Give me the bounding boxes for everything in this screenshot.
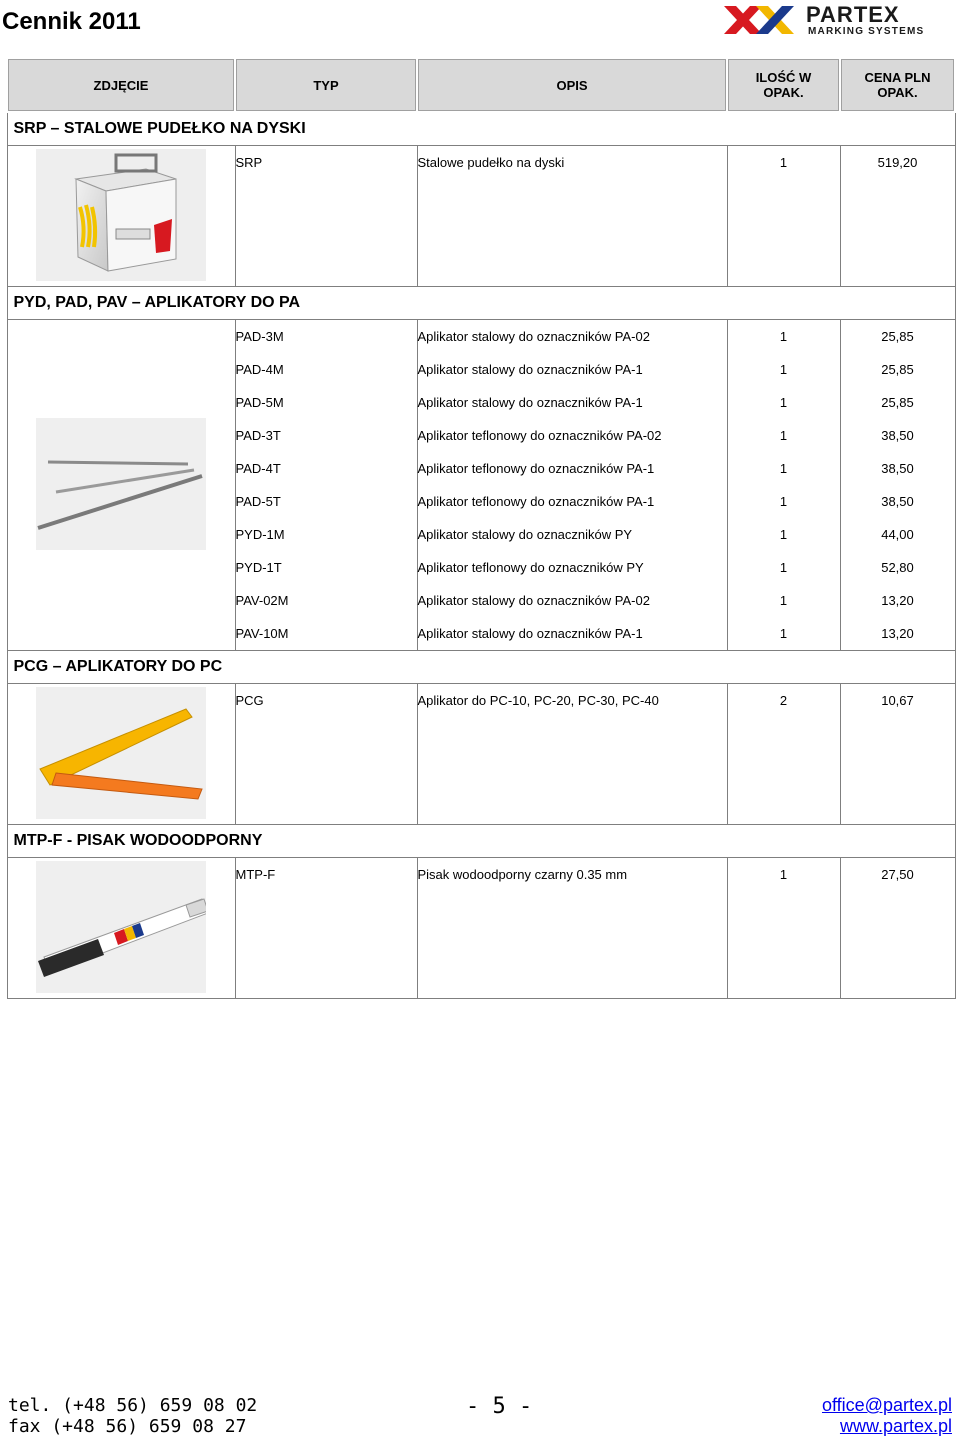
product-qty: 1 — [779, 461, 788, 476]
section-title-row — [7, 825, 955, 858]
product-price: 52,80 — [881, 560, 914, 575]
product-type: MTP-F — [235, 867, 276, 882]
product-price: 44,00 — [881, 527, 914, 542]
section-title-row — [7, 287, 955, 320]
partex-logo-icon — [722, 2, 954, 38]
table-header — [7, 58, 955, 112]
header-desc: OPIS — [417, 58, 727, 112]
product-desc: Aplikator stalowy do oznaczników PA-02 — [417, 329, 650, 344]
product-price: 38,50 — [881, 461, 914, 476]
product-desc: Aplikator stalowy do oznaczników PA-02 — [417, 593, 650, 608]
svg-text:MARKING SYSTEMS: MARKING SYSTEMS — [808, 26, 925, 37]
partex-logo — [722, 2, 954, 38]
product-qty: 1 — [779, 626, 788, 641]
product-price: 25,85 — [881, 395, 914, 410]
product-type: SRP — [235, 155, 263, 170]
product-type: PAD-3M — [235, 329, 284, 344]
product-qty: 1 — [779, 593, 788, 608]
table-row — [7, 858, 955, 999]
section-title-row — [7, 112, 955, 146]
steel-disk-box-icon — [36, 149, 206, 281]
product-type: PAD-5M — [235, 395, 284, 410]
product-price: 38,50 — [881, 494, 914, 509]
table-row — [7, 320, 955, 651]
product-price: 10,67 — [881, 693, 914, 708]
product-type: PAD-5T — [235, 494, 281, 509]
product-desc: Aplikator teflonowy do oznaczników PY — [417, 560, 644, 575]
product-desc: Aplikator teflonowy do oznaczników PA-02 — [417, 428, 662, 443]
contact-phone — [8, 1395, 257, 1437]
section-title: MTP-F - PISAK WODOODPORNY — [7, 825, 955, 858]
product-desc: Aplikator stalowy do oznaczników PA-1 — [417, 626, 643, 641]
product-price: 38,50 — [881, 428, 914, 443]
section-title-row — [7, 651, 955, 684]
product-qty: 1 — [779, 395, 788, 410]
steel-applicator-rods-icon — [36, 418, 206, 550]
product-qty: 1 — [779, 155, 788, 170]
product-type: PAD-4T — [235, 461, 281, 476]
product-price: 13,20 — [881, 626, 914, 641]
product-desc: Aplikator do PC-10, PC-20, PC-30, PC-40 — [417, 693, 659, 708]
product-qty: 1 — [779, 867, 788, 882]
product-price: 27,50 — [881, 867, 914, 882]
product-photo — [7, 858, 235, 999]
product-qty: 1 — [779, 428, 788, 443]
product-desc: Aplikator stalowy do oznaczników PY — [417, 527, 633, 542]
product-photo — [7, 320, 235, 651]
fax-number: fax (+48 56) 659 08 27 — [8, 1416, 247, 1437]
product-desc: Aplikator stalowy do oznaczników PA-1 — [417, 362, 643, 377]
section-title: PYD, PAD, PAV – APLIKATORY DO PA — [7, 287, 955, 320]
product-desc: Pisak wodoodporny czarny 0.35 mm — [417, 867, 628, 882]
product-price: 519,20 — [877, 155, 918, 170]
product-photo — [7, 684, 235, 825]
product-qty: 1 — [779, 494, 788, 509]
page-title: Cennik 2011 — [2, 8, 141, 35]
product-type: PAV-10M — [235, 626, 289, 641]
plastic-applicators-icon — [36, 687, 206, 819]
svg-text:PARTEX: PARTEX — [806, 2, 900, 27]
product-price: 25,85 — [881, 362, 914, 377]
product-type: PYD-1T — [235, 560, 282, 575]
product-type: PCG — [235, 693, 264, 708]
table-row — [7, 684, 955, 825]
product-qty: 1 — [779, 329, 788, 344]
product-type: PYD-1M — [235, 527, 285, 542]
product-price: 25,85 — [881, 329, 914, 344]
header-photo: ZDJĘCIE — [7, 58, 235, 112]
header-price: CENA PLN OPAK. — [840, 58, 955, 112]
header-type: TYP — [235, 58, 417, 112]
website-link[interactable]: www.partex.pl — [839, 1416, 952, 1436]
product-type: PAD-4M — [235, 362, 284, 377]
product-desc: Aplikator teflonowy do oznaczników PA-1 — [417, 494, 655, 509]
table-row — [7, 146, 955, 287]
product-desc: Stalowe pudełko na dyski — [417, 155, 565, 170]
product-photo — [7, 146, 235, 287]
header-qty: ILOŚĆ W OPAK. — [727, 58, 840, 112]
contact-links — [822, 1395, 952, 1437]
page-number: - 5 - — [466, 1394, 533, 1419]
product-qty: 1 — [779, 362, 788, 377]
product-type: PAV-02M — [235, 593, 289, 608]
section-title: SRP – STALOWE PUDEŁKO NA DYSKI — [7, 112, 955, 146]
product-qty: 1 — [779, 527, 788, 542]
product-desc: Aplikator teflonowy do oznaczników PA-1 — [417, 461, 655, 476]
section-title: PCG – APLIKATORY DO PC — [7, 651, 955, 684]
phone-number: tel. (+48 56) 659 08 02 — [8, 1395, 258, 1416]
product-type: PAD-3T — [235, 428, 281, 443]
product-qty: 2 — [779, 693, 788, 708]
marker-pen-icon — [36, 861, 206, 993]
product-desc: Aplikator stalowy do oznaczników PA-1 — [417, 395, 643, 410]
product-price: 13,20 — [881, 593, 914, 608]
product-qty: 1 — [779, 560, 788, 575]
email-link[interactable]: office@partex.pl — [821, 1395, 952, 1415]
price-table — [6, 57, 956, 999]
